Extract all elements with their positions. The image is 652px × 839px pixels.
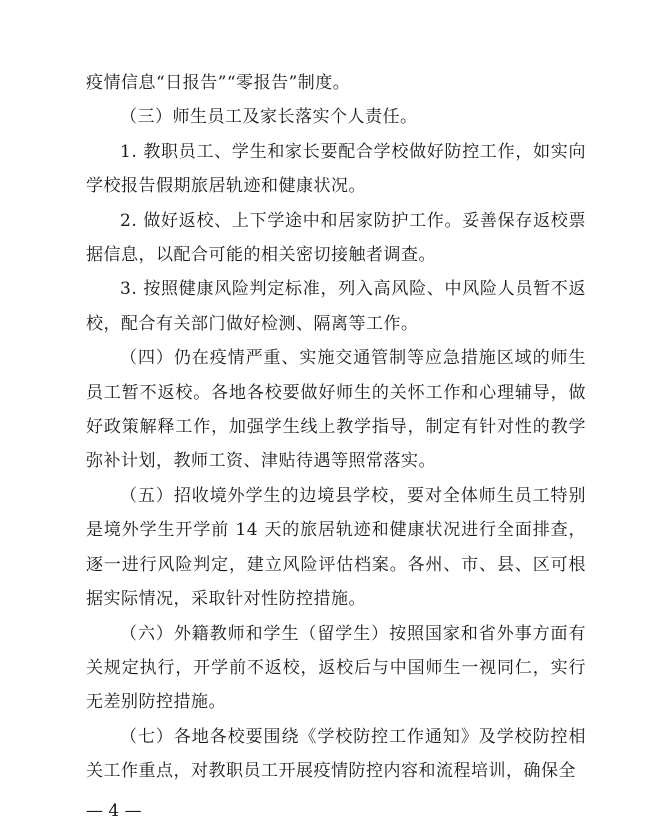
page-number: — 4 —	[86, 801, 142, 821]
paragraph-2: （三）师生员工及家长落实个人责任。	[120, 107, 418, 128]
paragraph-6: （四）仍在疫情严重、实施交通管制等应急措施区域的师生员工暂不返校。各地各校要做好师生的关怀工作和心理辅导，做好政策解释工作，加强学生线上教学指导，制定有针对性的教学弥补计划，教师工资、津贴待遇等照常落实。	[86, 348, 586, 472]
paragraph-8: （六）外籍教师和学生（留学生）按照国家和省外事方面有关规定执行，开学前不返校，返校后与中国师生一视同仁，实行无差别防控措施。	[86, 623, 586, 713]
paragraph-4: 2. 做好返校、上下学途中和居家防护工作。妥善保存返校票据信息，以配合可能的相关密切接触者调查。	[86, 210, 586, 266]
document-body	[86, 66, 586, 789]
paragraph-3: 1. 教职员工、学生和家长要配合学校做好防控工作，如实向学校报告假期旅居轨迹和健康状况。	[86, 141, 586, 197]
paragraph-7: （五）招收境外学生的边境县学校，要对全体师生员工特别是境外学生开学前 14 天的旅居轨迹和健康状况进行全面排查，逐一进行风险判定，建立风险评估档案。各州、市、县、区可根据实际情况，采取针对性防控措施。	[86, 485, 586, 610]
paragraph-1: 疫情信息“日报告”“零报告”制度。	[86, 73, 351, 93]
paragraph-9: （七）各地各校要围绕《学校防控工作通知》及学校防控相关工作重点，对教职员工开展疫情防控内容和流程培训，确保全	[86, 726, 586, 782]
paragraph-5: 3. 按照健康风险判定标准，列入高风险、中风险人员暂不返校，配合有关部门做好检测、隔离等工作。	[86, 279, 586, 334]
